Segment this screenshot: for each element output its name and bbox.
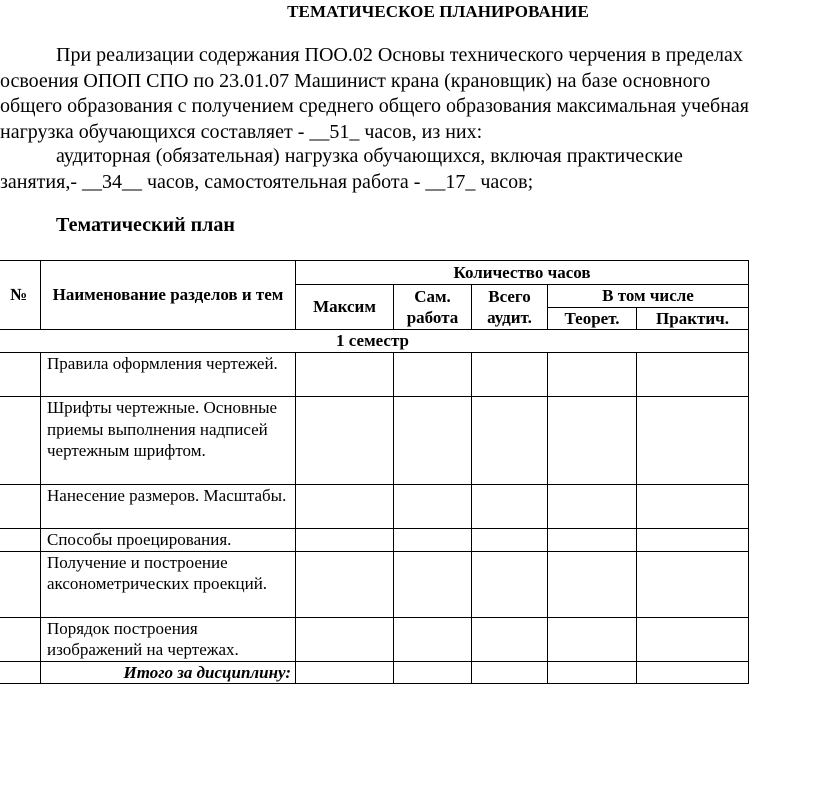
header-number: № (0, 261, 41, 330)
cell-max (296, 551, 394, 617)
cell-theory (548, 661, 637, 684)
intro-paragraph (0, 43, 816, 145)
header-practice: Практич. (637, 307, 749, 330)
cell-practice (637, 617, 749, 661)
topic-cell: Получение и построение аксонометрических проекций. (41, 551, 296, 617)
semester-label: 1 семестр (0, 330, 749, 353)
cell-self-work (394, 529, 472, 552)
intro-line: нагрузка обучающихся составляет - __51_ часов, из них: (0, 120, 483, 143)
header-total-classroom: Всего аудит. (472, 285, 548, 330)
cell-max (296, 661, 394, 684)
cell-practice (637, 661, 749, 684)
table-row (0, 617, 749, 661)
intro-line: При реализации содержания ПОО.02 Основы технического черчения в пределах (56, 44, 743, 66)
header-hours: Количество часов (296, 261, 749, 285)
header-topic-name: Наименование разделов и тем (41, 261, 296, 330)
cell-self-work (394, 353, 472, 397)
header-self-work: Сам. работа (394, 285, 472, 330)
cell-self-work (394, 397, 472, 485)
topic-cell: Правила оформления чертежей. (41, 353, 296, 397)
cell-total-classroom (472, 353, 548, 397)
cell-number (0, 661, 41, 684)
cell-self-work (394, 661, 472, 684)
topic-cell: Способы проецирования. (41, 529, 296, 552)
semester-row (0, 330, 749, 353)
cell-practice (637, 529, 749, 552)
cell-max (296, 353, 394, 397)
intro-line: общего образования с получением среднего общего образования максимальная учебная (0, 95, 749, 117)
header-theory: Теорет. (548, 307, 637, 330)
cell-self-work (394, 617, 472, 661)
cell-self-work (394, 551, 472, 617)
cell-total-classroom (472, 661, 548, 684)
table-row (0, 529, 749, 552)
header-including: В том числе (548, 285, 749, 308)
cell-theory (548, 551, 637, 617)
header-row-1 (0, 261, 749, 285)
topic-cell: Нанесение размеров. Масштабы. (41, 485, 296, 529)
cell-total-classroom (472, 397, 548, 485)
cell-number (0, 529, 41, 552)
cell-number (0, 485, 41, 529)
cell-max (296, 485, 394, 529)
intro-line: освоения ОПОП СПО по 23.01.07 Машинист крана (крановщик) на базе основного (0, 69, 711, 92)
cell-max (296, 529, 394, 552)
table-row (0, 353, 749, 397)
total-label: Итого за дисциплину: (41, 661, 296, 684)
cell-number (0, 617, 41, 661)
total-row (0, 661, 749, 684)
load-paragraph (0, 144, 816, 195)
load-line: аудиторная (обязательная) нагрузка обучающихся, включая практические (56, 145, 683, 167)
cell-self-work (394, 485, 472, 529)
topic-cell: Шрифты чертежные. Основные приемы выполнения надписей чертежным шрифтом. (41, 397, 296, 485)
cell-max (296, 617, 394, 661)
cell-practice (637, 485, 749, 529)
cell-practice (637, 353, 749, 397)
cell-practice (637, 551, 749, 617)
cell-max (296, 397, 394, 485)
cell-total-classroom (472, 551, 548, 617)
table-row (0, 485, 749, 529)
document-title: ТЕМАТИЧЕСКОЕ ПЛАНИРОВАНИЕ (287, 2, 589, 21)
cell-total-classroom (472, 617, 548, 661)
cell-number (0, 551, 41, 617)
header-max: Максим (296, 285, 394, 330)
cell-total-classroom (472, 485, 548, 529)
thematic-plan-table (0, 260, 749, 684)
topic-cell: Порядок построения изображений на чертежах. (41, 617, 296, 661)
plan-heading: Тематический план (56, 214, 235, 236)
cell-total-classroom (472, 529, 548, 552)
cell-number (0, 397, 41, 485)
cell-theory (548, 353, 637, 397)
cell-theory (548, 529, 637, 552)
cell-theory (548, 485, 637, 529)
cell-theory (548, 397, 637, 485)
table-row (0, 397, 749, 485)
cell-number (0, 353, 41, 397)
table-row (0, 551, 749, 617)
cell-practice (637, 397, 749, 485)
load-line: занятия,- __34__ часов, самостоятельная работа - __17_ часов; (0, 170, 534, 193)
cell-theory (548, 617, 637, 661)
